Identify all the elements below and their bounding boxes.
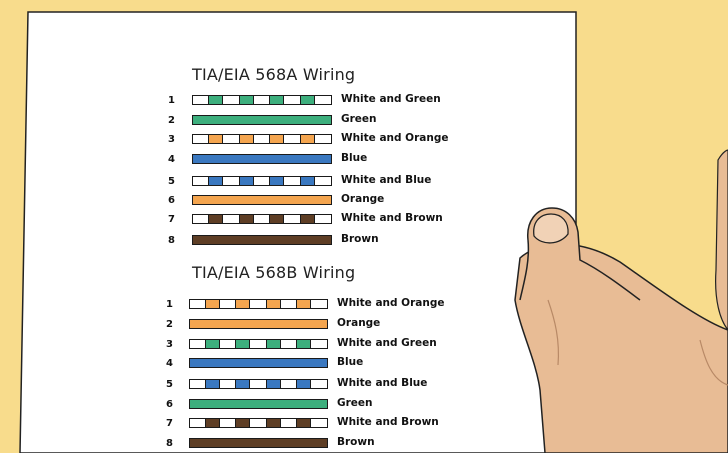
pin-number: 2 bbox=[166, 319, 173, 330]
wire-label: White and Blue bbox=[341, 174, 432, 186]
wire-label: White and Brown bbox=[337, 416, 439, 428]
pin-number: 2 bbox=[168, 115, 175, 126]
pin-number: 8 bbox=[168, 235, 175, 246]
pin-number: 3 bbox=[168, 134, 175, 145]
wire-label: White and Brown bbox=[341, 212, 443, 224]
wire-label: White and Orange bbox=[341, 132, 449, 144]
diagram-568b-title: TIA/EIA 568B Wiring bbox=[192, 263, 356, 282]
wire-label: Orange bbox=[337, 317, 381, 329]
pin-number: 6 bbox=[168, 195, 175, 206]
wire-label: White and Blue bbox=[337, 377, 428, 389]
wire-label: White and Green bbox=[341, 93, 441, 105]
pin-number: 5 bbox=[166, 379, 173, 390]
pin-number: 6 bbox=[166, 399, 173, 410]
wire-label: Orange bbox=[341, 193, 385, 205]
pin-number: 4 bbox=[168, 154, 175, 165]
diagram-568a-title: TIA/EIA 568A Wiring bbox=[192, 65, 356, 84]
pin-number: 7 bbox=[168, 214, 175, 225]
wire-label: Brown bbox=[337, 436, 375, 448]
pin-number: 8 bbox=[166, 438, 173, 449]
pin-number: 1 bbox=[168, 95, 175, 106]
wire-label: White and Orange bbox=[337, 297, 445, 309]
pin-number: 3 bbox=[166, 339, 173, 350]
wire-label: Green bbox=[341, 113, 377, 125]
pin-number: 7 bbox=[166, 418, 173, 429]
wire-label: White and Green bbox=[337, 337, 437, 349]
pin-number: 1 bbox=[166, 299, 173, 310]
wire-label: Blue bbox=[341, 152, 368, 164]
pin-number: 5 bbox=[168, 176, 175, 187]
wire-label: Green bbox=[337, 397, 373, 409]
wire-label: Brown bbox=[341, 233, 379, 245]
pin-number: 4 bbox=[166, 358, 173, 369]
wire-label: Blue bbox=[337, 356, 364, 368]
